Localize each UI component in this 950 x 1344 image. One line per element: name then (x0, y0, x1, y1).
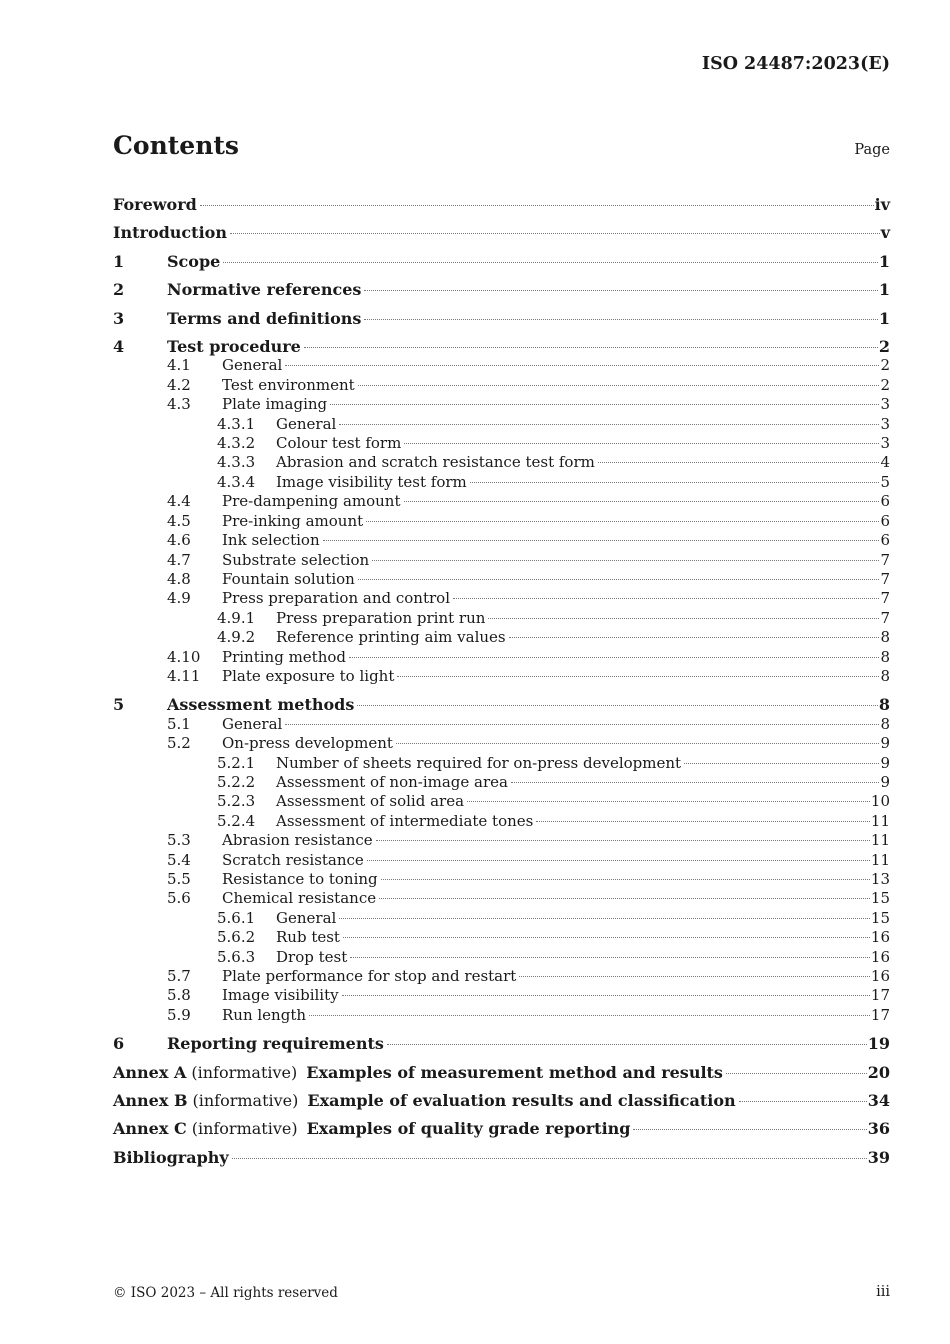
toc-entry-number: 5.2.1 (217, 753, 256, 772)
toc-entry[interactable] (113, 851, 890, 870)
toc-entry-number: 4 (113, 337, 125, 357)
toc-entry-page: v (880, 223, 890, 243)
toc-entry-number: 5.5 (167, 870, 191, 888)
toc-entry-number: 4.11 (167, 666, 201, 685)
toc-entry-title: Plate performance for stop and restart (222, 967, 517, 986)
toc-entry-number: 4.4 (167, 492, 191, 511)
toc-entry-title: Reference printing aim values (276, 628, 506, 647)
toc-entry-page: 5 (880, 472, 890, 491)
toc-entry[interactable] (113, 1034, 890, 1053)
toc-entry-number: 4.6 (167, 531, 191, 550)
toc-entry-page: 9 (880, 772, 890, 791)
toc-entry[interactable] (113, 667, 890, 686)
toc-entry-title: Ink selection (222, 531, 320, 550)
dot-leader (358, 579, 880, 580)
dot-leader (223, 262, 878, 263)
toc-entry-page: 2 (880, 356, 890, 375)
toc-entry-page: 16 (870, 967, 890, 986)
toc-entry-page: iv (874, 195, 890, 214)
toc-entry-page: 3 (880, 434, 890, 453)
toc-entry-page: 6 (880, 511, 890, 530)
toc-entry-title: Abrasion and scratch resistance test form (276, 453, 595, 472)
toc-entry-title: General (222, 356, 283, 375)
toc-entry-page: 7 (880, 608, 890, 627)
toc-entry-number: 4.5 (167, 511, 191, 530)
toc-entry-page: 8 (880, 647, 890, 666)
dot-leader (598, 462, 880, 463)
toc-entry-page: 13 (870, 870, 890, 888)
toc-entry-number: 5.6.2 (217, 928, 256, 947)
toc-entry-page: 20 (867, 1062, 890, 1082)
toc-entry-title: Run length (222, 1005, 307, 1024)
dot-leader (309, 1015, 870, 1016)
toc-entry[interactable] (113, 551, 890, 570)
toc-entry[interactable] (113, 492, 890, 511)
toc-entry-title: Rub test (276, 928, 340, 947)
toc-entry[interactable] (113, 252, 890, 271)
dot-leader (357, 705, 878, 706)
toc-entry[interactable] (113, 628, 890, 647)
toc-entry-title: Chemical resistance (222, 889, 377, 908)
dot-leader (387, 1044, 867, 1045)
toc-entry[interactable] (113, 309, 890, 328)
toc-entry-number: 3 (113, 308, 125, 328)
copyright-notice: © ISO 2023 – All rights reserved (113, 1285, 338, 1301)
toc-entry-number: 5.3 (167, 831, 191, 850)
dot-leader (397, 676, 879, 677)
toc-entry-page: 9 (880, 734, 890, 753)
toc-entry-number: 5.7 (167, 967, 191, 986)
dot-leader (323, 540, 880, 541)
toc-entry[interactable] (113, 376, 890, 395)
toc-entry[interactable] (113, 986, 890, 1005)
toc-entry[interactable] (113, 1006, 890, 1025)
toc-entry[interactable] (113, 928, 890, 947)
annex-type: (informative) (191, 1119, 298, 1139)
toc-entry[interactable] (113, 1148, 890, 1167)
toc-entry[interactable] (113, 589, 890, 608)
toc-entry-number: 5.2 (167, 734, 191, 753)
toc-entry[interactable] (113, 792, 890, 811)
page-number: iii (876, 1284, 890, 1300)
dot-leader (304, 347, 878, 348)
toc-entry-title: Printing method (222, 647, 346, 666)
toc-entry-title: Abrasion resistance (222, 831, 373, 850)
toc-entry-title: General (222, 714, 283, 733)
dot-leader (376, 840, 870, 841)
dot-leader (467, 801, 870, 802)
toc-entry-page: 6 (880, 531, 890, 550)
toc-entry-number: 4.8 (167, 569, 191, 588)
toc-entry-page: 39 (867, 1147, 890, 1167)
toc-entry-page: 7 (880, 550, 890, 569)
dot-leader (404, 443, 879, 444)
toc-entry-title: Reporting requirements (167, 1034, 384, 1054)
toc-entry-page: 16 (870, 928, 890, 947)
toc-entry-number: 4.3.1 (217, 414, 256, 433)
toc-entry-title: Examples of quality grade reporting (306, 1119, 631, 1139)
annex-label: Annex B (113, 1091, 188, 1111)
toc-entry-number: 4.9.1 (217, 608, 256, 627)
toc-entry-page: 7 (880, 589, 890, 608)
dot-leader (364, 319, 877, 320)
annex-type: (informative) (191, 1062, 298, 1082)
toc-entry[interactable] (113, 280, 890, 299)
toc-entry-number: 4.3.4 (217, 472, 256, 491)
dot-leader (200, 205, 874, 206)
toc-entry[interactable] (113, 1063, 890, 1082)
toc-entry-page: 11 (870, 850, 890, 869)
toc-entry-page: 10 (870, 792, 890, 811)
annex-type: (informative) (192, 1091, 299, 1111)
toc-entry-title: Image visibility test form (276, 472, 467, 491)
toc-entry[interactable] (113, 870, 890, 889)
toc-entry[interactable] (113, 734, 890, 753)
toc-entry[interactable] (113, 512, 890, 531)
toc-entry[interactable] (113, 1119, 890, 1138)
toc-entry-number: 4.7 (167, 550, 191, 569)
dot-leader (453, 598, 879, 599)
dot-leader (364, 290, 877, 291)
toc-entry[interactable] (113, 609, 890, 628)
toc-entry[interactable] (113, 395, 890, 414)
toc-entry[interactable] (113, 948, 890, 967)
dot-leader (366, 521, 879, 522)
toc-entry[interactable] (113, 909, 890, 928)
toc-entry-page: 3 (880, 395, 890, 414)
toc-entry-title: Bibliography (113, 1147, 229, 1167)
toc-entry-title: General (276, 414, 337, 433)
toc-entry[interactable] (113, 889, 890, 908)
toc-entry[interactable] (113, 648, 890, 667)
toc-entry-page: 8 (880, 714, 890, 733)
dot-leader (488, 618, 879, 619)
toc-entry-page: 1 (878, 280, 890, 300)
toc-entry-page: 16 (870, 947, 890, 966)
toc-entry[interactable] (113, 223, 890, 242)
toc-entry-page: 15 (870, 889, 890, 908)
dot-leader (342, 995, 870, 996)
dot-leader (684, 763, 879, 764)
dot-leader (367, 860, 870, 861)
dot-leader (285, 365, 879, 366)
toc-entry-number: 1 (113, 251, 125, 271)
toc-entry-page: 15 (870, 908, 890, 927)
toc-entry-number: 5.6.1 (217, 908, 256, 927)
toc-entry-title: On-press development (222, 734, 393, 753)
toc-entry-page: 8 (878, 695, 890, 715)
toc-entry[interactable] (113, 754, 890, 773)
toc-entry-number: 5.2.2 (217, 772, 256, 791)
toc-entry-number: 4.1 (167, 356, 191, 375)
toc-entry-title: Plate exposure to light (222, 666, 395, 685)
toc-entry-number: 5.6.3 (217, 947, 256, 966)
toc-entry[interactable] (113, 715, 890, 734)
dot-leader (350, 957, 870, 958)
toc-entry-title: Scratch resistance (222, 850, 364, 869)
toc-entry-number: 4.2 (167, 375, 191, 394)
toc-entry-page: 3 (880, 414, 890, 433)
toc-entry[interactable] (113, 967, 890, 986)
toc-entry-title: Assessment of intermediate tones (276, 811, 534, 830)
dot-leader (404, 501, 880, 502)
toc-entry[interactable] (113, 531, 890, 550)
toc-entry[interactable] (113, 453, 890, 472)
toc-entry-number: 5.4 (167, 850, 191, 869)
dot-leader (285, 724, 879, 725)
toc-entry-page: 6 (880, 492, 890, 511)
toc-entry[interactable] (113, 356, 890, 375)
toc-entry-page: 1 (878, 251, 890, 271)
toc-entry-page: 4 (880, 453, 890, 472)
toc-entry-number: 6 (113, 1034, 125, 1054)
dot-leader (519, 976, 870, 977)
toc-entry-title: Scope (167, 251, 221, 271)
dot-leader (339, 424, 879, 425)
toc-entry-page: 7 (880, 569, 890, 588)
toc-entry-page: 1 (878, 308, 890, 328)
toc-entry-title: Image visibility (222, 986, 339, 1005)
toc-entry[interactable] (113, 570, 890, 589)
toc-entry-title: Pre-dampening amount (222, 492, 401, 511)
toc-entry-title: General (276, 908, 337, 927)
toc-entry[interactable] (113, 415, 890, 434)
toc-entry-number: 5.2.4 (217, 811, 256, 830)
toc-entry-page: 19 (867, 1034, 890, 1054)
toc-entry-title: Press preparation and control (222, 589, 450, 608)
table-of-contents (113, 186, 890, 1167)
toc-entry-number: 5 (113, 695, 125, 715)
toc-entry-page: 2 (878, 337, 890, 357)
dot-leader (349, 657, 879, 658)
toc-entry[interactable] (113, 195, 890, 214)
dot-leader (379, 898, 870, 899)
toc-entry-title: Colour test form (276, 434, 402, 453)
dot-leader (509, 637, 880, 638)
toc-entry-page: 11 (870, 831, 890, 850)
toc-entry-page: 17 (870, 986, 890, 1005)
toc-entry-title: Plate imaging (222, 395, 328, 414)
dot-leader (726, 1073, 867, 1074)
toc-entry-number: 4.3.3 (217, 453, 256, 472)
toc-entry-page: 8 (880, 666, 890, 685)
toc-entry-title: Fountain solution (222, 569, 355, 588)
page-title: Contents (113, 131, 240, 160)
dot-leader (470, 482, 880, 483)
dot-leader (339, 918, 870, 919)
toc-entry-number: 5.6 (167, 889, 191, 908)
toc-entry-page: 34 (867, 1091, 890, 1111)
toc-entry[interactable] (113, 812, 890, 831)
annex-label: Annex C (113, 1119, 187, 1139)
dot-leader (396, 743, 880, 744)
toc-entry-number: 5.1 (167, 714, 191, 733)
dot-leader (330, 404, 879, 405)
dot-leader (739, 1101, 867, 1102)
toc-entry-number: 4.3 (167, 395, 191, 414)
toc-entry-title: Resistance to toning (222, 870, 378, 888)
toc-entry-number: 5.8 (167, 986, 191, 1005)
toc-entry-number: 2 (113, 280, 125, 300)
toc-entry[interactable] (113, 473, 890, 492)
page-column-label: Page (854, 142, 890, 158)
toc-entry-title: Substrate selection (222, 550, 370, 569)
dot-leader (372, 560, 879, 561)
toc-entry-page: 9 (880, 753, 890, 772)
toc-entry-title: Test procedure (167, 337, 301, 357)
dot-leader (358, 385, 880, 386)
toc-entry-title: Drop test (276, 947, 348, 966)
toc-entry-number: 4.10 (167, 647, 201, 666)
toc-entry[interactable] (113, 337, 890, 356)
toc-entry-title: Assessment of non-image area (276, 772, 508, 791)
toc-entry-title: Terms and definitions (167, 308, 362, 328)
toc-entry-title: Assessment of solid area (276, 792, 465, 811)
toc-entry-title: Pre-inking amount (222, 511, 364, 530)
toc-entry-number: 5.9 (167, 1005, 191, 1024)
toc-entry-title: Test environment (222, 375, 355, 394)
dot-leader (633, 1129, 866, 1130)
toc-entry-title: Examples of measurement method and results (306, 1062, 723, 1082)
toc-entry[interactable] (113, 695, 890, 714)
toc-entry-page: 17 (870, 1005, 890, 1024)
toc-entry-title: Number of sheets required for on-press development (276, 753, 682, 772)
dot-leader (232, 1158, 867, 1159)
toc-entry-page: 2 (880, 375, 890, 394)
toc-entry-number: 4.9 (167, 589, 191, 608)
dot-leader (381, 879, 870, 880)
toc-entry[interactable] (113, 773, 890, 792)
toc-entry-title: Press preparation print run (276, 608, 486, 627)
toc-entry-page: 8 (880, 628, 890, 647)
toc-entry-title: Foreword (113, 195, 197, 214)
toc-entry-title: Example of evaluation results and classification (307, 1091, 736, 1111)
toc-entry-title: Introduction (113, 223, 227, 243)
toc-entry-title: Assessment methods (167, 695, 355, 715)
dot-leader (511, 782, 879, 783)
toc-entry[interactable] (113, 434, 890, 453)
toc-entry-page: 36 (867, 1119, 890, 1139)
document-id: ISO 24487:2023(E) (701, 54, 890, 74)
toc-entry-page: 11 (870, 811, 890, 830)
toc-entry[interactable] (113, 831, 890, 850)
toc-entry-number: 4.9.2 (217, 628, 256, 647)
annex-label: Annex A (113, 1062, 187, 1082)
dot-leader (230, 233, 880, 234)
dot-leader (536, 821, 870, 822)
dot-leader (343, 937, 870, 938)
toc-entry-number: 5.2.3 (217, 792, 256, 811)
toc-entry[interactable] (113, 1091, 890, 1110)
toc-entry-number: 4.3.2 (217, 434, 256, 453)
toc-entry-title: Normative references (167, 280, 362, 300)
